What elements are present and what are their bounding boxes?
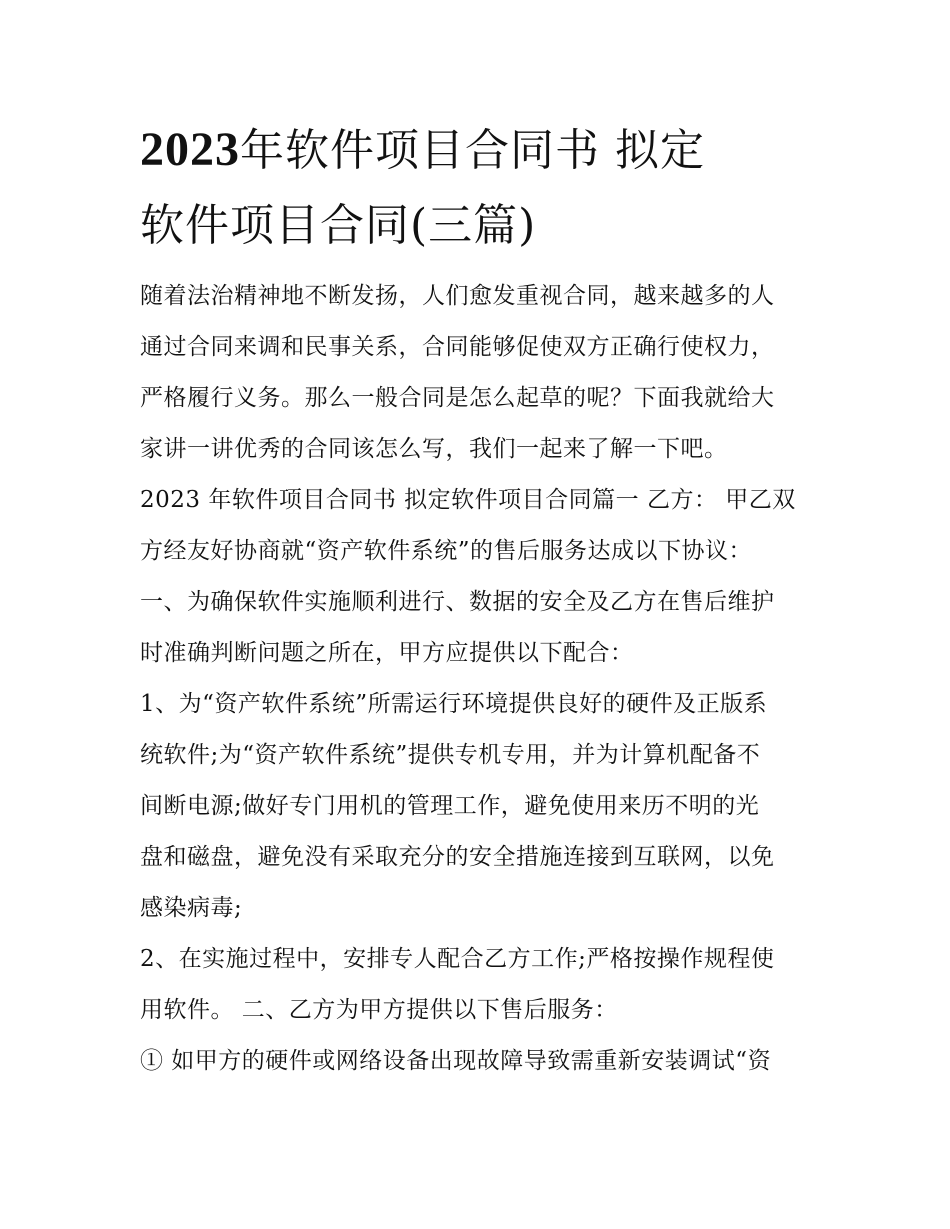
text-line: 一、为确保软件实施顺利进行、数据的安全及乙方在售后维护	[140, 589, 775, 615]
title-line-1-text: 年软件项目合同书 拟定	[240, 125, 705, 176]
title-line-1	[140, 112, 815, 188]
text-line: 统软件;为“资产软件系统”提供专机专用，并为计算机配备不	[140, 742, 761, 768]
text-line: 家讲一讲优秀的合同该怎么写，我们一起来了解一下吧。	[140, 436, 728, 462]
document-title	[140, 112, 815, 263]
title-year: 2023	[140, 123, 240, 176]
text-line: 时准确判断问题之所在，甲方应提供以下配合：	[140, 640, 634, 666]
text-line: 感染病毒;	[140, 895, 243, 921]
text-line: 随着法治精神地不断发扬，人们愈发重视合同，越来越多的人	[140, 283, 775, 309]
text-line: 2、在实施过程中，安排专人配合乙方工作;严格按操作规程使	[140, 946, 775, 972]
document-content	[140, 112, 815, 1087]
text-line: 用软件。 二、乙方为甲方提供以下售后服务：	[140, 997, 618, 1023]
text-line: 严格履行义务。那么一般合同是怎么起草的呢？下面我就给大	[140, 385, 775, 411]
text-line: 间断电源;做好专门用机的管理工作，避免使用来历不明的光	[140, 793, 760, 819]
text-line: 2023 年软件项目合同书 拟定软件项目合同篇一 乙方： 甲乙双	[140, 487, 796, 513]
text-line: 方经友好协商就“资产软件系统”的售后服务达成以下协议：	[140, 538, 753, 564]
document-body	[140, 271, 815, 1087]
text-line: 盘和磁盘，避免没有采取充分的安全措施连接到互联网，以免	[140, 844, 775, 870]
title-line-2: 软件项目合同(三篇)	[140, 200, 537, 251]
text-line: 通过合同来调和民事关系，合同能够促使双方正确行使权力，	[140, 334, 775, 360]
text-line: 1、为“资产软件系统”所需运行环境提供良好的硬件及正版系	[140, 691, 768, 717]
text-line: ① 如甲方的硬件或网络设备出现故障导致需重新安装调试“资	[140, 1048, 772, 1074]
